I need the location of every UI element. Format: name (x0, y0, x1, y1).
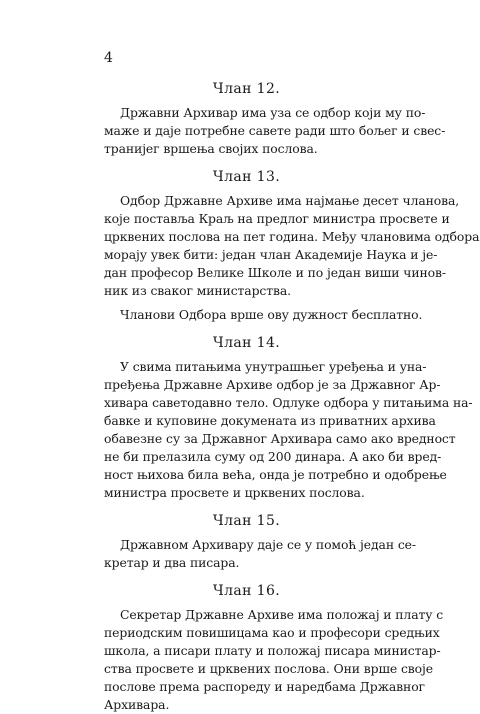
text-line: обавезне су за Државног Архивара само ако вредност (104, 431, 456, 446)
article-heading: Члан 12. (212, 81, 281, 97)
text-line: У свима питањима унутрашњег уређења и уна- (120, 359, 427, 374)
paragraph (104, 606, 444, 714)
text-line: Чланови Одбора врше ову дужност бесплатно. (120, 307, 423, 322)
text-line: хивара саветодавно тело. Одлуке одбора у питањима на- (104, 395, 473, 410)
text-line: Државни Архивар има уза се одбор који му по- (120, 105, 426, 120)
text-line: које поставља Краљ на предлог министра просвете и (104, 211, 450, 226)
article-heading: Члан 14. (212, 335, 281, 351)
text-line: министра просвете и црквених послова. (104, 485, 365, 500)
text-line: послове према распореду и наредбама Државног (104, 679, 425, 694)
text-line: црквених послова на пет година. Међу члановима одбора (104, 229, 480, 244)
article-14 (104, 334, 473, 502)
article-heading: Члан 13. (212, 169, 281, 185)
page-content (104, 80, 480, 714)
paragraph (104, 306, 423, 324)
article-15 (104, 512, 416, 572)
paragraph (104, 192, 480, 300)
text-line: ства просвете и црквених послова. Они врше своје (104, 661, 434, 676)
text-line: транијег вршења својих послова. (104, 141, 318, 156)
text-line: пређења Државне Архиве одбор је за Државног Ар- (104, 377, 441, 392)
text-line: Архивара. (104, 697, 170, 712)
text-line: периодским повишицама као и професори средњих (104, 625, 440, 640)
text-line: Државном Архивару даје се у помоћ један се- (120, 537, 416, 552)
text-line: Секретар Државне Архиве има положај и плату с (120, 607, 444, 622)
article-12 (104, 80, 446, 158)
text-line: школа, а писари плату и положај писара министар- (104, 643, 441, 658)
text-line: ност њихова била већа, онда је потребно и одобрење (104, 467, 447, 482)
text-line: морају увек бити: један члан Академије Наука и је- (104, 247, 438, 262)
paragraph (104, 536, 416, 572)
article-heading: Члан 15. (212, 513, 281, 529)
text-line: не би прелазила суму од 200 динара. А ако би вред- (104, 449, 442, 464)
text-line: Одбор Државне Архиве има најмање десет чланова, (120, 193, 460, 208)
paragraph (104, 358, 473, 502)
text-line: ник из сваког министарства. (104, 283, 292, 298)
text-line: дан професор Велике Школе и по један виши чинов- (104, 265, 446, 280)
paragraph (104, 104, 446, 158)
article-16 (104, 582, 444, 714)
article-heading: Члан 16. (212, 583, 281, 599)
text-line: бавке и куповине докумената из приватних архива (104, 413, 436, 428)
article-13 (104, 168, 480, 324)
text-line: маже и даје потребне савете ради што бољег и свес- (104, 123, 446, 138)
text-line: кретар и два писара. (104, 555, 240, 570)
page-number: 4 (104, 50, 113, 66)
